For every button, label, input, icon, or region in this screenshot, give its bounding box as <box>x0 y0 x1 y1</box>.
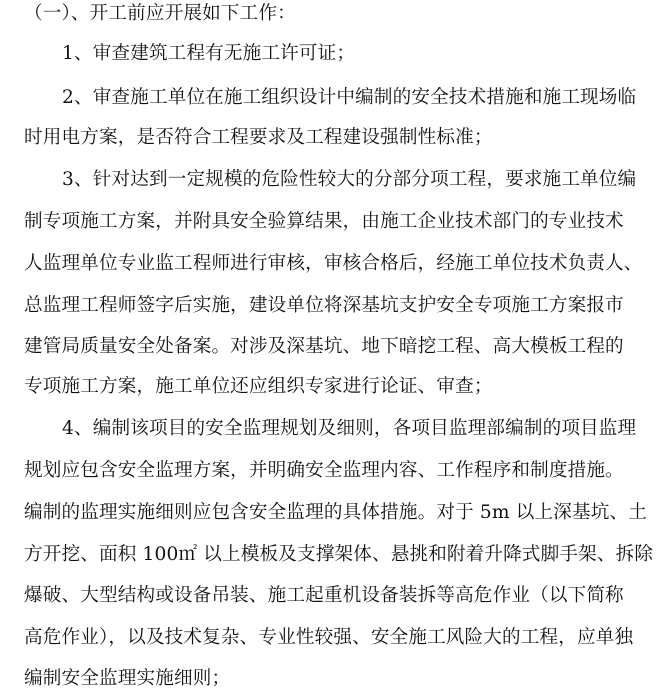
text-line: 人监理单位专业监工程师进行审核，审核合格后，经施工单位技术负责人、 <box>24 253 643 274</box>
text-line: 2、审查施工单位在施工组织设计中编制的安全技术措施和施工现场临 <box>62 87 637 108</box>
text-line: 时用电方案，是否符合工程要求及工程建设强制性标准； <box>24 127 493 148</box>
text-line: 方开挖、面积 100㎡ 以上模板及支撑架体、悬挑和附着升降式脚手架、拆除 <box>24 544 654 565</box>
text-line: 3、针对达到一定规模的危险性较大的分部分项工程，要求施工单位编 <box>62 169 637 190</box>
text-line: 4、编制该项目的安全监理规划及细则，各项目监理部编制的项目监理 <box>62 418 637 439</box>
text-line: 建管局质量安全处备案。对涉及深基坑、地下暗挖工程、高大模板工程的 <box>24 336 624 357</box>
text-line: 爆破、大型结构或设备吊装、施工起重机设备装拆等高危作业（以下简称 <box>24 585 624 606</box>
text-line: 1、审查建筑工程有无施工许可证； <box>62 43 356 64</box>
section-heading: （一）、开工前应开展如下工作： <box>24 3 296 24</box>
text-line: 专项施工方案，施工单位还应组织专家进行论证、审查； <box>24 376 493 397</box>
text-line: 制专项施工方案，并附具安全验算结果，由施工企业技术部门的专业技术 <box>24 211 624 232</box>
text-line: 高危作业），以及技术复杂、专业性较强、安全施工风险大的工程，应单独 <box>24 627 634 648</box>
text-line: 编制安全监理实施细则； <box>24 668 231 689</box>
text-line: 编制的监理实施细则应包含安全监理的具体措施。对于 5m 以上深基坑、土 <box>24 502 647 523</box>
text-line: 总监理工程师签字后实施，建设单位将深基坑支护安全专项施工方案报市 <box>24 295 624 316</box>
text-line: 规划应包含安全监理方案，并明确安全监理内容、工作程序和制度措施。 <box>24 460 624 481</box>
